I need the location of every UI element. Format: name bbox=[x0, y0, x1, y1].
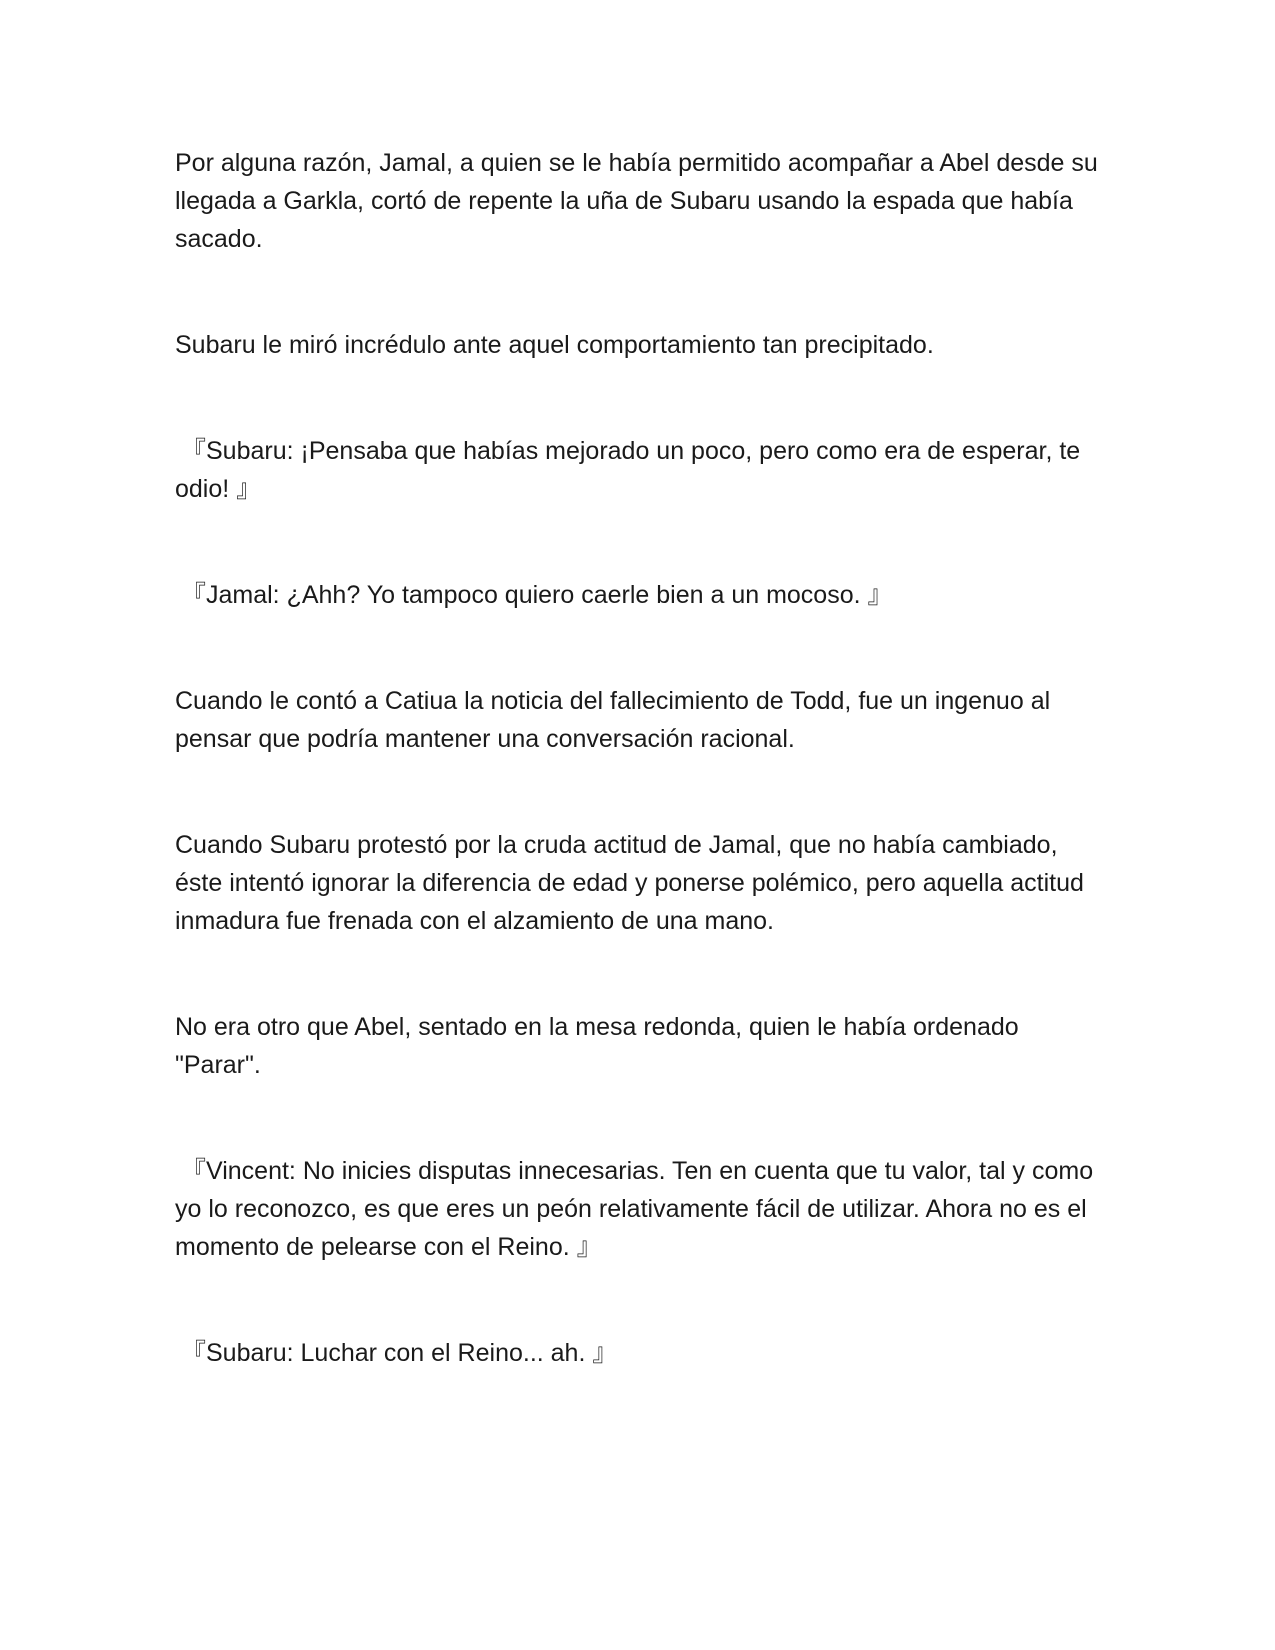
paragraph-dialogue: 『Subaru: Luchar con el Reino... ah. 』 bbox=[181, 1339, 618, 1367]
paragraph-narration: No era otro que Abel, sentado en la mesa redonda, quien le había ordenado "Parar". bbox=[175, 1013, 1019, 1079]
paragraph-dialogue: 『Vincent: No inicies disputas innecesarias. Ten en cuenta que tu valor, tal y como yo lo reconozco, es que eres un peón relativamente fácil de utilizar. Ahora no es el momento de pelearse con el Reino. 』 bbox=[175, 1157, 1094, 1261]
paragraph-narration: Por alguna razón, Jamal, a quien se le había permitido acompañar a Abel desde su llegada a Garkla, cortó de repente la uña de Subaru usando la espada que había sacado. bbox=[175, 149, 1098, 253]
document-body bbox=[175, 144, 1105, 1440]
paragraph-dialogue: 『Jamal: ¿Ahh? Yo tampoco quiero caerle bien a un mocoso. 』 bbox=[181, 581, 893, 609]
paragraph-narration: Subaru le miró incrédulo ante aquel comportamiento tan precipitado. bbox=[175, 331, 934, 359]
paragraph-narration: Cuando Subaru protestó por la cruda actitud de Jamal, que no había cambiado, éste intentó ignorar la diferencia de edad y ponerse polémico, pero aquella actitud inmadura fue frenada con el alzamiento de una mano. bbox=[175, 831, 1084, 935]
paragraph-narration: Cuando le contó a Catiua la noticia del fallecimiento de Todd, fue un ingenuo al pensar que podría mantener una conversación racional. bbox=[175, 687, 1051, 753]
paragraph-dialogue: 『Subaru: ¡Pensaba que habías mejorado un poco, pero como era de esperar, te odio! 』 bbox=[175, 437, 1081, 503]
